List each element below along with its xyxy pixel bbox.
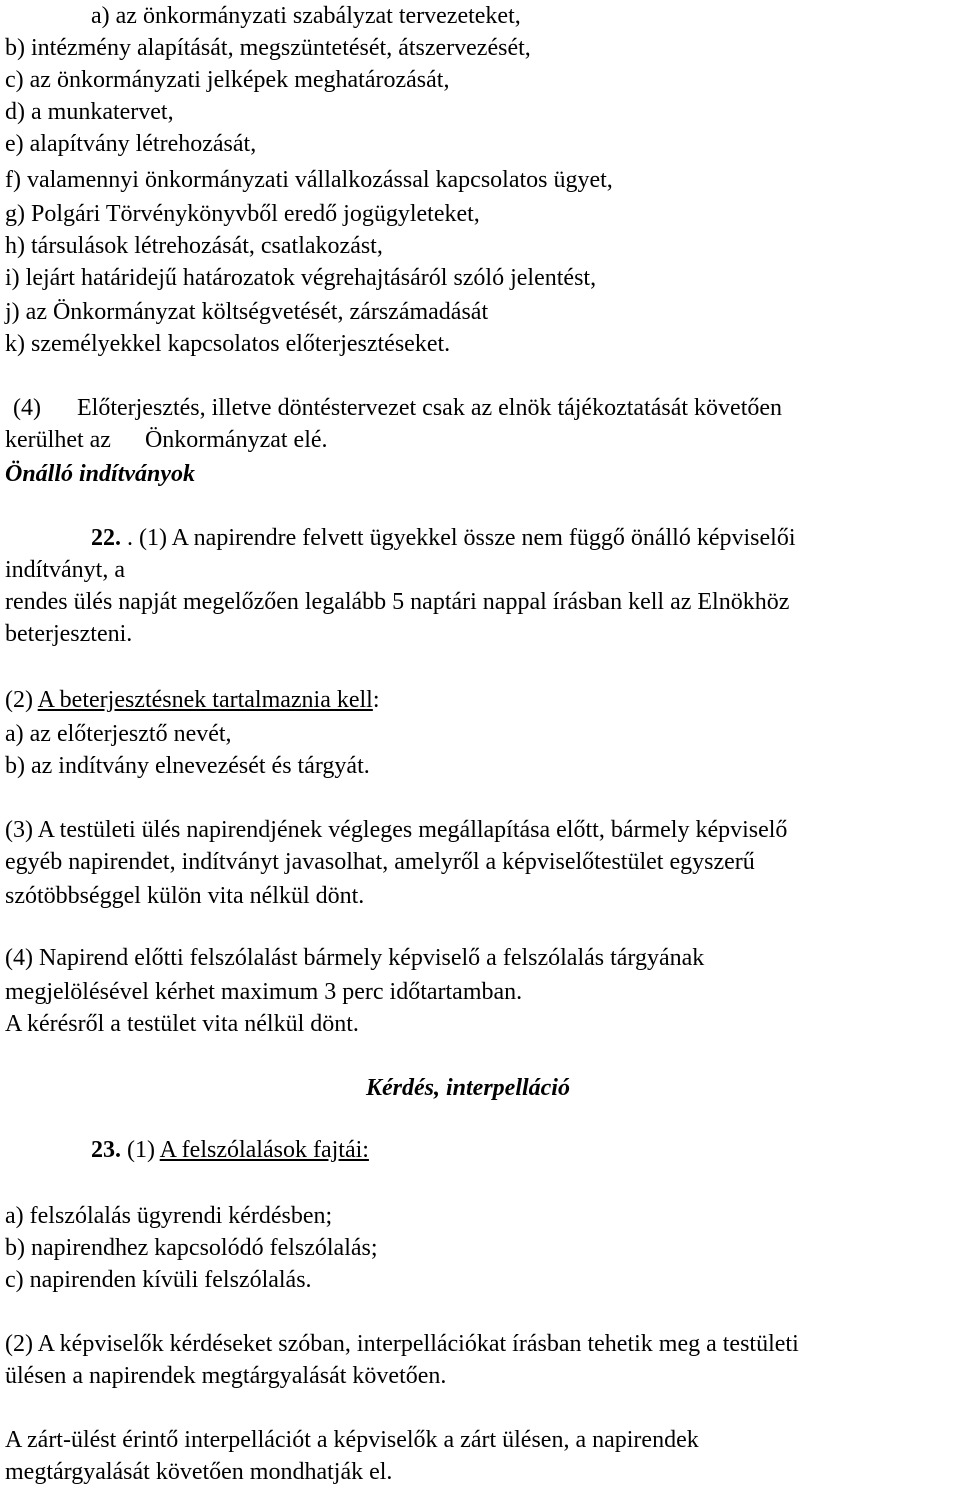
list-item: k) személyekkel kapcsolatos előterjesztéseket. xyxy=(5,331,451,357)
paragraph-line: (2) A képviselők kérdéseket szóban, interpellációkat írásban tehetik meg a testületi xyxy=(5,1331,799,1357)
paragraph-line: megtárgyalását követően mondhatják el. xyxy=(5,1459,393,1485)
list-item: d) a munkatervet, xyxy=(5,99,174,125)
list-item: h) társulások létrehozását, csatlakozást, xyxy=(5,233,383,259)
underlined-text: A beterjesztésnek tartalmaznia kell xyxy=(37,687,373,713)
paragraph-text: kerülhet az xyxy=(5,427,111,453)
list-item: c) az önkormányzati jelképek meghatározását, xyxy=(5,67,450,93)
section-heading: Önálló indítványok xyxy=(5,461,196,487)
paragraph-line: rendes ülés napját megelőzően legalább 5 naptári nappal írásban kell az Elnökhöz xyxy=(5,589,790,615)
paragraph-line: A zárt-ülést érintő interpellációt a képviselők a zárt ülésen, a napirendek xyxy=(5,1427,699,1453)
paragraph-line: (3) A testületi ülés napirendjének végleges megállapítása előtt, bármely képviselő xyxy=(5,817,788,843)
paragraph-text: . (1) A napirendre felvett ügyekkel össze nem függő önálló képviselői xyxy=(127,525,796,551)
section-number: 23. xyxy=(91,1137,121,1163)
paragraph-text: (1) xyxy=(121,1137,160,1163)
section-heading: Kérdés, interpelláció xyxy=(366,1075,570,1101)
list-item: i) lejárt határidejű határozatok végrehajtásáról szóló jelentést, xyxy=(5,265,597,291)
paragraph-text: : xyxy=(372,687,380,713)
section-line xyxy=(91,1134,369,1166)
paragraph-line: beterjeszteni. xyxy=(5,621,133,647)
list-item: a) felszólalás ügyrendi kérdésben; xyxy=(5,1203,333,1229)
section-number: 22. xyxy=(91,525,121,551)
list-item: a) az előterjesztő nevét, xyxy=(5,721,232,747)
paragraph-line: megjelölésével kérhet maximum 3 perc időtartamban. xyxy=(5,979,523,1005)
list-item: b) az indítvány elnevezését és tárgyát. xyxy=(5,753,370,779)
list-item: b) intézmény alapítását, megszüntetését, átszervezését, xyxy=(5,35,531,61)
paragraph-line xyxy=(5,684,380,716)
paragraph-line: egyéb napirendet, indítványt javasolhat, amelyről a képviselőtestület egyszerű xyxy=(5,849,755,875)
list-item: c) napirenden kívüli felszólalás. xyxy=(5,1267,312,1293)
paragraph-line xyxy=(5,392,782,424)
paragraph-text: Önkormányzat elé. xyxy=(144,427,328,453)
list-item: j) az Önkormányzat költségvetését, zárszámadását xyxy=(5,299,489,325)
paragraph-line: A kérésről a testület vita nélkül dönt. xyxy=(5,1011,359,1037)
section-line xyxy=(91,522,795,554)
paragraph-line: szótöbbséggel külön vita nélkül dönt. xyxy=(5,883,365,909)
paragraph-line: ülésen a napirendek megtárgyalását követően. xyxy=(5,1363,447,1389)
underlined-text: A felszólalások fajtái: xyxy=(159,1137,369,1163)
paragraph-line: indítványt, a xyxy=(5,557,125,583)
paragraph-text: (2) xyxy=(5,687,38,713)
paragraph-text: Előterjesztés, illetve döntéstervezet csak az elnök tájékoztatását követően xyxy=(76,395,783,421)
list-item: e) alapítvány létrehozását, xyxy=(5,131,257,157)
list-item: g) Polgári Törvénykönyvből eredő jogügyleteket, xyxy=(5,201,480,227)
list-item: f) valamennyi önkormányzati vállalkozással kapcsolatos ügyet, xyxy=(5,167,613,193)
paragraph-number: (4) xyxy=(13,395,41,421)
paragraph-line xyxy=(5,424,328,456)
paragraph-line: (4) Napirend előtti felszólalást bármely képviselő a felszólalás tárgyának xyxy=(5,945,705,971)
list-item: b) napirendhez kapcsolódó felszólalás; xyxy=(5,1235,378,1261)
list-item: a) az önkormányzati szabályzat tervezeteket, xyxy=(91,3,521,29)
